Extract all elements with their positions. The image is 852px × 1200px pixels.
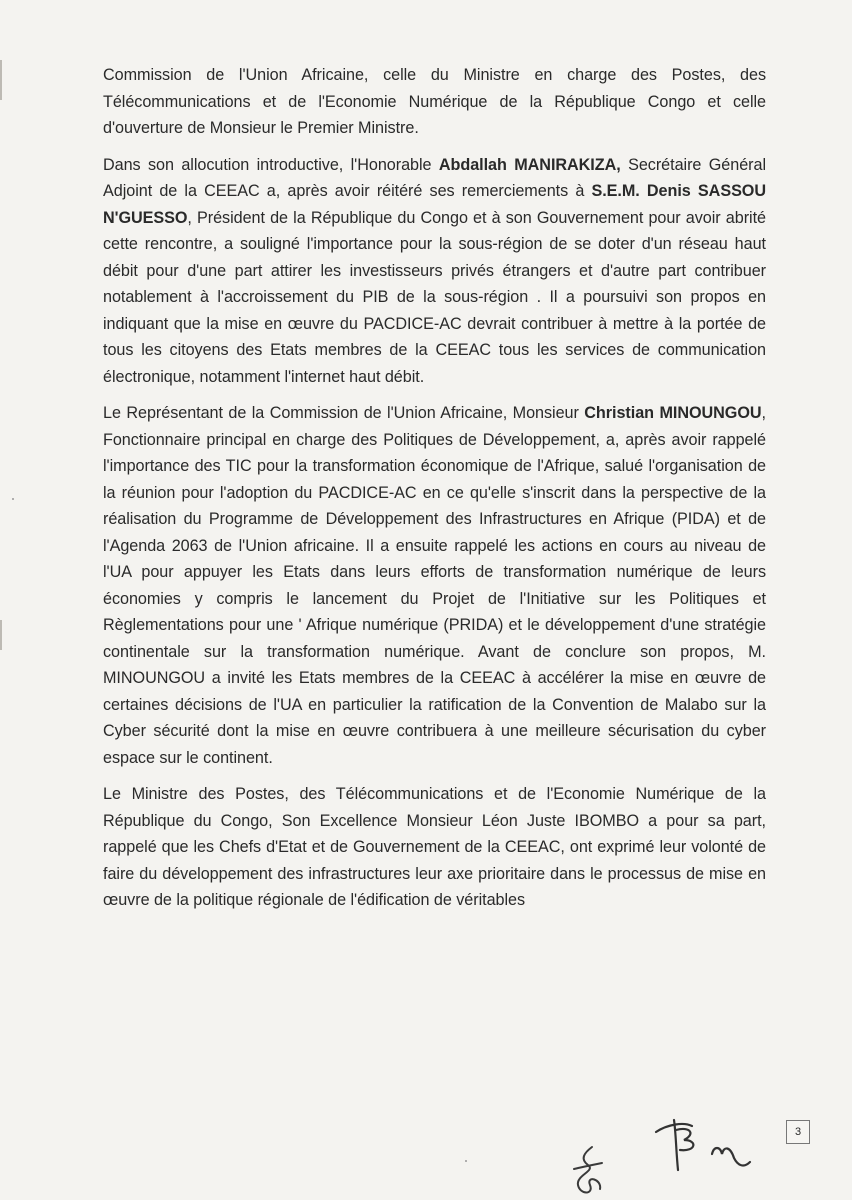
scan-speck (12, 498, 14, 500)
paragraph-text: Dans son allocution introductive, l'Honorable (103, 155, 439, 174)
paragraph (103, 62, 766, 142)
page-number: 3 (786, 1120, 810, 1144)
body-text (103, 62, 766, 914)
scan-edge-mark (0, 620, 2, 650)
paragraph-text: Le Représentant de la Commission de l'Union Africaine, Monsieur (103, 404, 585, 422)
paragraph-text: , Président de la République du Congo et à son Gouvernement pour avoir abrité cette rencontre, a souligné l'importance pour la sous-région de se doter d'un réseau haut débit pour d'une part attirer les investisseurs privés étrangers et d'autre part contribuer notablement à l'accroissement du PIB de la sous-région . Il a poursuivi son propos en indiquant que la mise en œuvre du PACDICE-AC devrait contribuer à mettre à la portée de tous les citoyens des Etats membres de la CEEAC tous les services de communication électronique, notamment l'internet haut débit. (103, 208, 766, 386)
paragraph-text: Commission de l'Union Africaine, celle du Ministre en charge des Postes, des Télécommunications et de l'Economie Numérique de la République Congo et celle d'ouverture de Monsieur le Premier Ministre. (103, 66, 766, 137)
paragraph (103, 400, 766, 771)
handwritten-signature-icon (650, 1110, 755, 1180)
scan-edge-mark (0, 60, 2, 100)
paragraph-text: Le Ministre des Postes, des Télécommunications et de l'Economie Numérique de la République du Congo, Son Excellence Monsieur Léon Juste IBOMBO a pour sa part, rappelé que les Chefs d'Etat et de Gouvernement de la CEEAC, ont exprimé leur volonté de faire du développement des infrastructures leur axe prioritaire dans le processus de mise en œuvre de la politique régionale de l'édification de véritables (103, 785, 766, 909)
paragraph-text: Secrétaire Général Adjoint de la CEEAC a, après avoir réitéré ses remerciements à (103, 155, 766, 200)
scan-speck (465, 1160, 467, 1162)
bold-name-text: Christian MINOUNGOU (584, 404, 762, 422)
paragraph (103, 781, 766, 914)
handwritten-initials-icon (562, 1145, 617, 1200)
bold-name-text: S.E.M. Denis SASSOU N'GUESSO (103, 182, 766, 227)
paragraph-text: , Fonctionnaire principal en charge des Politiques de Développement, a, après avoir rappelé l'importance des TIC pour la transformation économique de l'Afrique, salué l'organisation de la réunion pour l'adoption du PACDICE-AC en ce qu'elle s'inscrit dans la perspective de la réalisation du Programme de Développement des Infrastructures en Afrique (PIDA) et de l'Agenda 2063 de l'Union africaine. Il a ensuite rappelé les actions en cours au niveau de l'UA pour appuyer les Etats dans leurs efforts de transformation numérique de leurs économies y compris le lancement du Projet de l'Initiative sur les Politiques et Règlementations pour une ' Afrique numérique (PRIDA) et le développement d'une stratégie continentale sur la transformation numérique. Avant de conclure son propos, M. MINOUNGOU a invité les Etats membres de la CEEAC à accélérer la mise en œuvre de certaines décisions de l'UA en particulier la ratification de la Convention de Malabo sur la Cyber sécurité dont la mise en œuvre contribuera à une meilleure sécurisation du cyber espace sur le continent. (103, 404, 766, 767)
bold-name-text: Abdallah MANIRAKIZA, (438, 155, 621, 174)
paragraph (103, 152, 766, 391)
